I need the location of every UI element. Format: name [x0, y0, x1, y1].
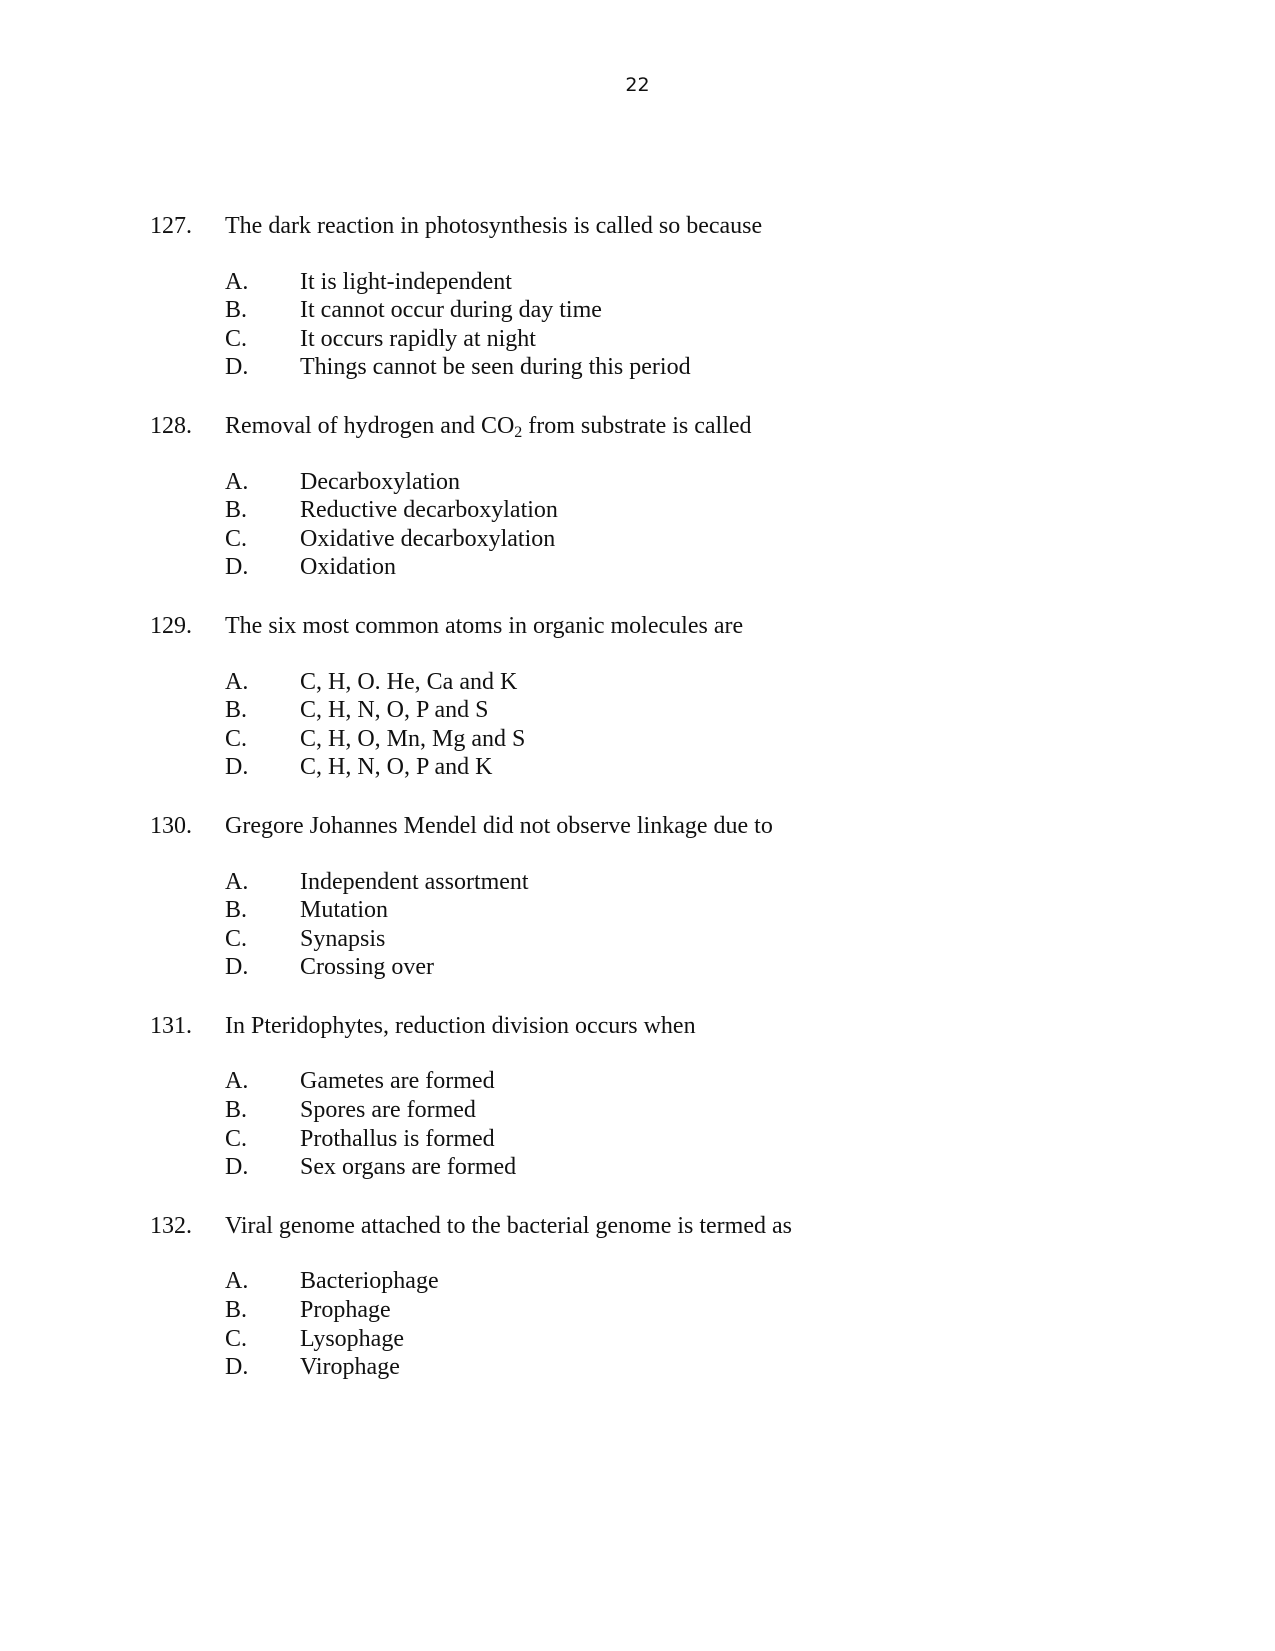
option-text: It is light-independent	[300, 268, 512, 295]
option-d	[225, 553, 1150, 582]
option-b	[225, 896, 1150, 925]
option-a	[225, 468, 1150, 497]
option-b	[225, 296, 1150, 325]
question-stem	[150, 612, 1150, 641]
question-text: The dark reaction in photosynthesis is called so because	[225, 213, 763, 239]
option-list	[225, 868, 1150, 982]
option-list	[225, 1067, 1150, 1181]
option-letter: D.	[225, 554, 249, 581]
option-b	[225, 496, 1150, 525]
option-list	[225, 668, 1150, 782]
question-132	[150, 1212, 1150, 1382]
option-letter: A.	[225, 268, 249, 295]
option-text: Reductive decarboxylation	[300, 497, 558, 524]
option-d	[225, 353, 1150, 382]
option-c	[225, 925, 1150, 954]
option-b	[225, 696, 1150, 725]
option-letter: C.	[225, 1125, 248, 1152]
option-text: C, H, N, O, P and K	[300, 754, 493, 781]
option-letter: C.	[225, 725, 248, 752]
question-number: 127.	[150, 213, 192, 239]
option-letter: D.	[225, 1154, 249, 1181]
option-d	[225, 753, 1150, 782]
question-number: 132.	[150, 1212, 192, 1239]
question-number: 131.	[150, 1012, 192, 1039]
option-text: Prophage	[300, 1297, 391, 1324]
option-c	[225, 325, 1150, 354]
option-letter: C.	[225, 1325, 248, 1352]
option-letter: B.	[225, 1097, 248, 1124]
option-letter: D.	[225, 754, 249, 781]
question-129	[150, 612, 1150, 782]
option-text: C, H, O, Mn, Mg and S	[300, 725, 526, 752]
option-letter: A.	[225, 1068, 249, 1095]
question-128	[150, 412, 1150, 582]
option-text: C, H, O. He, Ca and K	[300, 668, 518, 695]
option-b	[225, 1296, 1150, 1325]
question-text-after: from substrate is called	[522, 412, 752, 439]
option-letter: C.	[225, 525, 248, 552]
option-letter: B.	[225, 897, 248, 924]
question-number: 128.	[150, 412, 192, 439]
option-text: It occurs rapidly at night	[300, 325, 536, 352]
option-letter: B.	[225, 497, 248, 524]
option-text: Synapsis	[300, 925, 386, 952]
question-stem	[150, 212, 1150, 241]
subscript-two: 2	[514, 423, 523, 441]
option-text: Prothallus is formed	[300, 1125, 495, 1152]
question-stem	[150, 412, 1150, 441]
option-letter: C.	[225, 925, 248, 952]
option-c	[225, 1325, 1150, 1354]
page-number: 22	[625, 74, 650, 96]
question-stem	[150, 1012, 1150, 1041]
option-text: It cannot occur during day time	[300, 297, 602, 324]
option-text: Virophage	[300, 1354, 400, 1381]
question-text: Viral genome attached to the bacterial genome is termed as	[225, 1212, 792, 1239]
option-letter: B.	[225, 1297, 248, 1324]
option-text: Things cannot be seen during this period	[300, 354, 691, 381]
option-letter: C.	[225, 325, 248, 352]
option-a	[225, 1067, 1150, 1096]
option-list	[225, 1267, 1150, 1381]
question-stem	[150, 1212, 1150, 1241]
option-letter: D.	[225, 954, 249, 981]
question-text	[225, 412, 1150, 441]
question-130	[150, 812, 1150, 982]
option-a	[225, 668, 1150, 697]
question-text: The six most common atoms in organic molecules are	[225, 612, 744, 639]
option-text: Spores are formed	[300, 1097, 476, 1124]
option-text: Bacteriophage	[300, 1268, 439, 1295]
option-c	[225, 1125, 1150, 1154]
option-d	[225, 953, 1150, 982]
option-b	[225, 1096, 1150, 1125]
option-text: Lysophage	[300, 1325, 404, 1352]
option-text: Crossing over	[300, 954, 434, 981]
question-list	[150, 212, 1150, 1412]
option-letter: D.	[225, 354, 249, 381]
option-letter: B.	[225, 697, 248, 724]
question-text: In Pteridophytes, reduction division occurs when	[225, 1012, 696, 1039]
option-text: Oxidation	[300, 554, 396, 581]
option-d	[225, 1153, 1150, 1182]
option-text: Oxidative decarboxylation	[300, 525, 556, 552]
option-letter: D.	[225, 1354, 249, 1381]
option-a	[225, 868, 1150, 897]
question-text: Gregore Johannes Mendel did not observe linkage due to	[225, 812, 773, 839]
option-letter: A.	[225, 468, 249, 495]
question-number: 130.	[150, 812, 192, 839]
option-text: Gametes are formed	[300, 1068, 495, 1095]
option-text: Independent assortment	[300, 868, 529, 895]
option-text: Mutation	[300, 897, 388, 924]
option-text: Decarboxylation	[300, 468, 460, 495]
question-131	[150, 1012, 1150, 1182]
option-d	[225, 1353, 1150, 1382]
question-127	[150, 212, 1150, 382]
option-text: Sex organs are formed	[300, 1154, 517, 1181]
option-letter: B.	[225, 297, 248, 324]
option-list	[225, 468, 1150, 582]
option-a	[225, 1267, 1150, 1296]
option-c	[225, 525, 1150, 554]
option-letter: A.	[225, 868, 249, 895]
option-a	[225, 268, 1150, 297]
option-text: C, H, N, O, P and S	[300, 697, 489, 724]
option-letter: A.	[225, 1268, 249, 1295]
option-list	[225, 268, 1150, 382]
option-letter: A.	[225, 668, 249, 695]
question-number: 129.	[150, 612, 192, 639]
question-stem	[150, 812, 1150, 841]
question-text-before: Removal of hydrogen and CO	[225, 412, 515, 439]
option-c	[225, 725, 1150, 754]
